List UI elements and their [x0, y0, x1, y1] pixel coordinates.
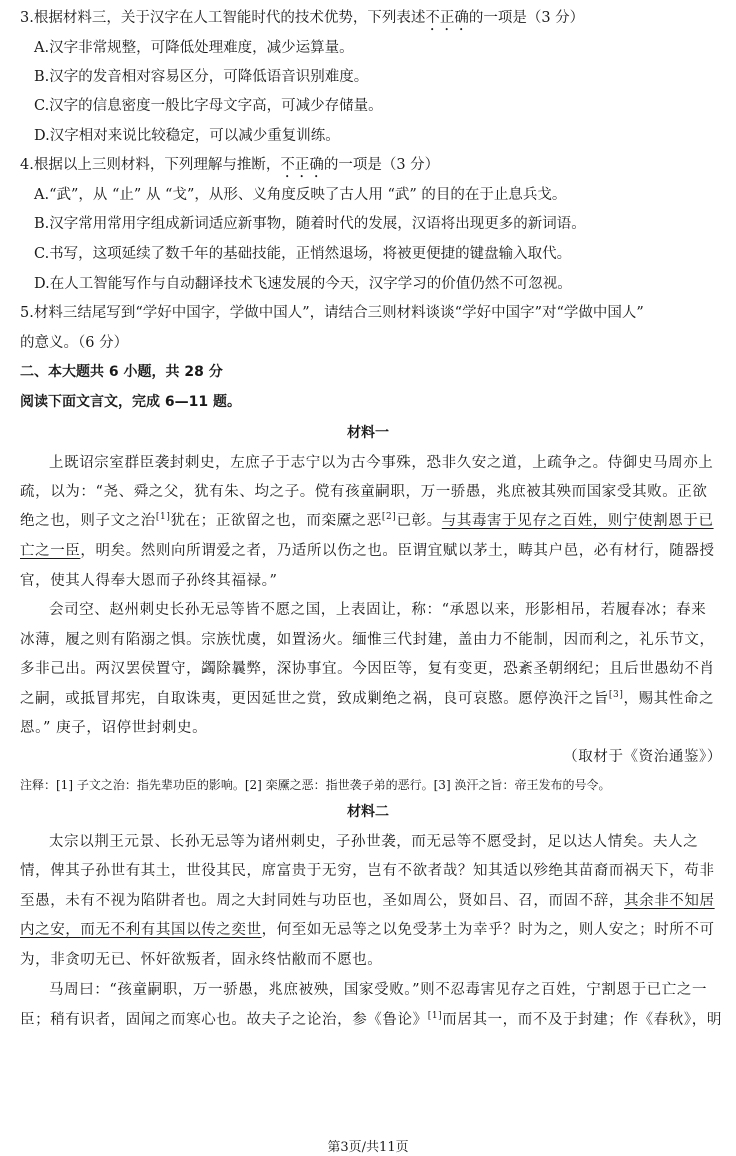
material1-p1-line1: 上既诏宗室群臣袭封刺史，左庶子于志宁以为古今事殊，恐非久安之道，上疏争之。侍御史马周亦上 — [49, 455, 714, 471]
footnote-ref-1: [1] — [155, 512, 171, 522]
q3-option-a: A.汉字非常规整，可降低处理难度，减少运算量。 — [34, 40, 354, 56]
q4-stem-negation: 不正确 — [280, 157, 324, 173]
q3-stem — [20, 8, 722, 34]
q3-stem-negation: 不正确 — [425, 10, 469, 26]
material1-p1-line3 — [20, 511, 722, 531]
text-segment: 臣；稍有识者，固闻之而寒心也。故夫子之论治，参《鲁论》 — [20, 1012, 428, 1028]
material1-source: （取材于《资治通鉴》） — [563, 749, 722, 765]
q4-stem — [20, 155, 722, 181]
q3-option-c: C.汉字的信息密度一般比字母文字高，可减少存储量。 — [34, 98, 383, 114]
q4-option-b: B.汉字常用常用字组成新词适应新事物，随着时代的发展，汉语将出现更多的新词语。 — [34, 216, 586, 232]
material1-notes: 注释：[1] 子文之治：指先辈功臣的影响。[2] 栾黡之恶：指世袭子弟的恶行。[3] 涣汗之旨：帝王发布的号令。 — [20, 778, 611, 792]
material2-p2-line2 — [20, 1010, 722, 1030]
material1-p1-line5: 官，使其人得奉大恩而子孙终其福禄。” — [20, 573, 278, 589]
q3-option-d: D.汉字相对来说比较稳定，可以减少重复训练。 — [34, 128, 340, 144]
underlined-sentence: 内之安，而无不利有其国以传之奕世 — [20, 922, 262, 938]
text-segment: 绝之也，则子文之治 — [20, 513, 156, 529]
page-number: 第3页/共11页 — [327, 1140, 409, 1155]
q4-stem-text: 4.根据以上三则材料，下列理解与推断， — [20, 157, 281, 173]
text-segment: 至愚，未有不视为陷阱者也。周之大封同姓与功臣也，圣如周公，贤如吕、召，而固不辞， — [20, 893, 624, 909]
footnote-ref-2: [2] — [381, 512, 397, 522]
material2-p1-line1: 太宗以荆王元景、长孙无忌等为诸州刺史，子孙世袭，而无忌等不愿受封，足以达人情矣。夫人之 — [49, 834, 699, 850]
material1-p1-line4 — [20, 541, 722, 561]
q5-line-2: 的意义。（6 分） — [20, 335, 129, 351]
text-segment: ，何至如无忌等之以免受茅土为幸乎？时为之，则人安之；时所不可 — [261, 922, 715, 938]
text-segment: 已彰。 — [396, 513, 442, 529]
material2-p1-line4 — [20, 920, 722, 940]
material1-p2-line4 — [20, 689, 722, 709]
q4-option-d: D.在人工智能写作与自动翻译技术飞速发展的今天，汉字学习的价值仍然不可忽视。 — [34, 276, 572, 292]
q4-option-c: C.书写，这项延续了数千年的基础技能，正悄然退场，将被更便捷的键盘输入取代。 — [34, 246, 572, 262]
underlined-sentence: 其余非不知居 — [624, 893, 715, 909]
material2-title: 材料二 — [347, 804, 389, 820]
section2-instruction: 阅读下面文言文，完成 6—11 题。 — [20, 394, 241, 410]
text-segment: 之嗣，或抵冒邦宪，自取诛夷，更因延世之赏，致成剿绝之祸，良可哀愍。愿停涣汗之旨 — [20, 691, 609, 707]
q4-stem-score: 的一项是（3 分） — [323, 157, 440, 173]
q3-stem-score: 的一项是（3 分） — [468, 10, 585, 26]
material1-p2-line5: 恩。” 庚子，诏停世封刺史。 — [20, 720, 208, 736]
material2-p2-line1: 马周曰：“孩童嗣职，万一骄愚，兆庶被殃，国家受败。”则不忍毒害见存之百姓，宁割恩于已亡之一 — [49, 982, 708, 998]
footnote-ref-1: [1] — [427, 1011, 443, 1021]
text-segment: ，赐其性命之 — [623, 691, 715, 707]
material2-p1-line3 — [20, 891, 722, 911]
material2-p1-line2: 情，俾其子孙世有其土，世役其民，席富贵于无穷，岂有不欲者哉？知其适以殄绝其苗裔而祸天下，苟非 — [20, 863, 715, 879]
underlined-sentence: 与其毒害于见存之百姓，则宁使割恩于已 — [441, 513, 714, 529]
material1-title: 材料一 — [347, 425, 389, 441]
text-segment: ，明矣。然则向所谓爱之者，乃适所以伤之也。臣谓宜赋以茅土，畴其户邑，必有材行，随器授 — [80, 543, 715, 559]
material1-p2-line2: 冰薄，履之则有陷溺之惧。宗族忧虞，如置汤火。缅惟三代封建，盖由力不能制，因而利之，礼乐节文， — [20, 632, 715, 648]
q4-option-a: A.“武”，从 “止” 从 “戈”，从形、义角度反映了古人用 “武” 的目的在于止息兵戈。 — [34, 187, 567, 203]
material1-p1-line2: 疏，以为：“尧、舜之父，犹有朱、均之子。傥有孩童嗣职，万一骄愚，兆庶被其殃而国家受其败。正欲 — [20, 484, 708, 500]
material2-p1-line5: 为，非贪叨无已、怀奸欲叛者，固永终怙敝而不愿也。 — [20, 952, 383, 968]
q3-stem-text: 3.根据材料三，关于汉字在人工智能时代的技术优势，下列表述 — [20, 10, 426, 26]
section2-heading: 二、本大题共 6 小题，共 28 分 — [20, 364, 223, 380]
text-segment: 犹在；正欲留之也，而栾黡之恶 — [170, 513, 382, 529]
text-segment: 而居其一，而不及于封建；作《春秋》，明 — [442, 1012, 722, 1028]
q3-option-b: B.汉字的发音相对容易区分，可降低语音识别难度。 — [34, 69, 369, 85]
material1-p2-line1: 会司空、赵州刺史长孙无忌等皆不愿之国，上表固让，称：“承恩以来，形影相吊，若履春冰；春来 — [49, 602, 707, 618]
footnote-ref-3: [3] — [608, 690, 624, 700]
underlined-sentence: 亡之一臣 — [20, 543, 81, 559]
q5-line-1: 5.材料三结尾写到“学好中国字，学做中国人”，请结合三则材料谈谈“学好中国字”对“学做中国人” — [20, 305, 644, 321]
material1-p2-line3: 多非己出。两汉罢侯置守，蠲除曩弊，深协事宜。今因臣等，复有变更，恐紊圣朝纲纪；且后世愚幼不肖 — [20, 661, 715, 677]
